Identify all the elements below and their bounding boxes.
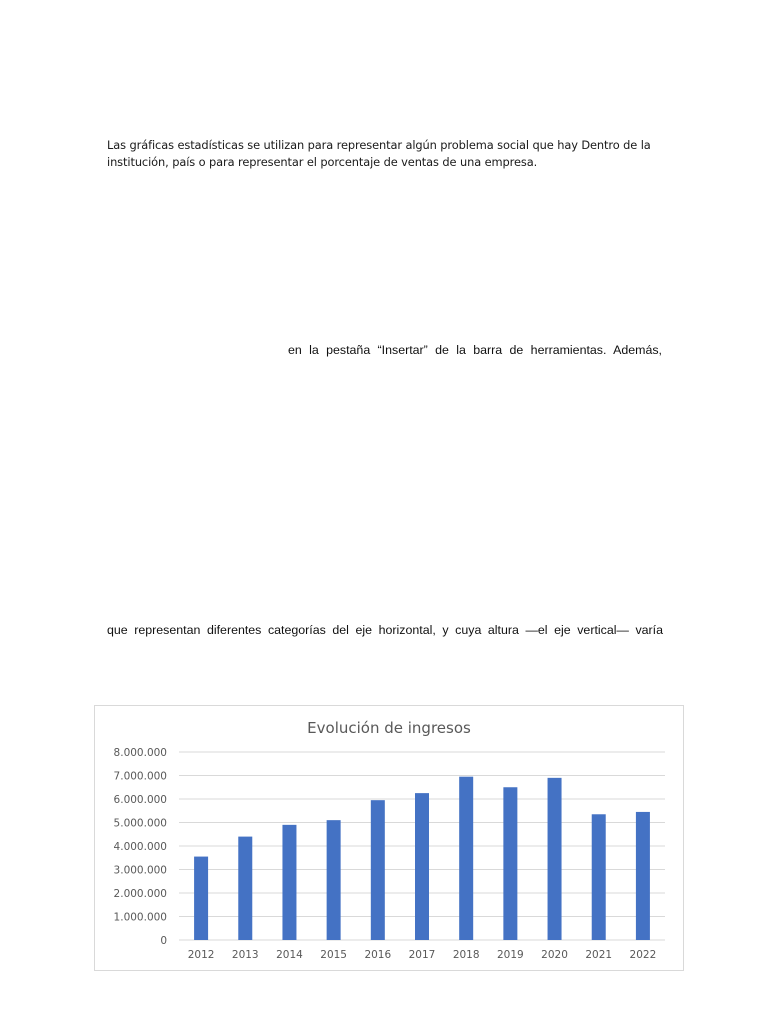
x-tick-label: 2013 <box>231 949 259 961</box>
bar-2014 <box>282 825 296 940</box>
intro-paragraph <box>107 137 667 171</box>
x-tick-label: 2014 <box>276 949 303 961</box>
x-tick-label: 2022 <box>629 949 657 961</box>
categories-sentence: que representan diferentes categorías del eje horizontal, y cuya altura —el eje vertical— varía <box>107 623 663 637</box>
bar-2018 <box>459 777 473 940</box>
x-tick-label: 2017 <box>408 949 436 961</box>
y-tick-label: 2.000.000 <box>113 888 167 900</box>
y-tick-label: 4.000.000 <box>113 841 167 853</box>
y-tick-label: 1.000.000 <box>113 911 167 924</box>
y-tick-label: 7.000.000 <box>113 770 167 783</box>
revenue-chart <box>94 705 684 971</box>
bar-2021 <box>592 814 606 940</box>
chart-title: Evolución de ingresos <box>307 719 471 737</box>
x-tick-label: 2012 <box>187 949 215 961</box>
x-tick-label: 2018 <box>452 949 480 961</box>
intro-line-1: Las gráficas estadísticas se utilizan para representar algún problema social que hay Dentro de la <box>107 138 651 152</box>
bar-2020 <box>548 778 562 940</box>
x-tick-label: 2016 <box>364 949 392 961</box>
y-tick-label: 8.000.000 <box>113 747 167 759</box>
bar-2013 <box>238 837 252 940</box>
y-tick-label: 6.000.000 <box>113 794 167 806</box>
bar-2019 <box>503 787 517 940</box>
bar-2012 <box>194 857 208 940</box>
x-tick-label: 2019 <box>496 949 524 961</box>
bar-2015 <box>327 820 341 940</box>
revenue-chart-svg <box>95 706 683 970</box>
bar-2016 <box>371 800 385 940</box>
bar-2022 <box>636 812 650 940</box>
x-tick-label: 2020 <box>541 949 568 961</box>
intro-line-2: institución, país o para representar el porcentaje de ventas de una empresa. <box>107 155 538 169</box>
insert-tab-sentence: en la pestaña “Insertar” de la barra de herramientas. Además, <box>288 343 662 357</box>
x-tick-label: 2021 <box>585 949 613 961</box>
y-tick-label: 5.000.000 <box>113 817 167 830</box>
bar-2017 <box>415 793 429 940</box>
x-tick-label: 2015 <box>320 949 348 961</box>
y-tick-label: 0 <box>160 935 167 947</box>
y-tick-label: 3.000.000 <box>113 864 167 877</box>
